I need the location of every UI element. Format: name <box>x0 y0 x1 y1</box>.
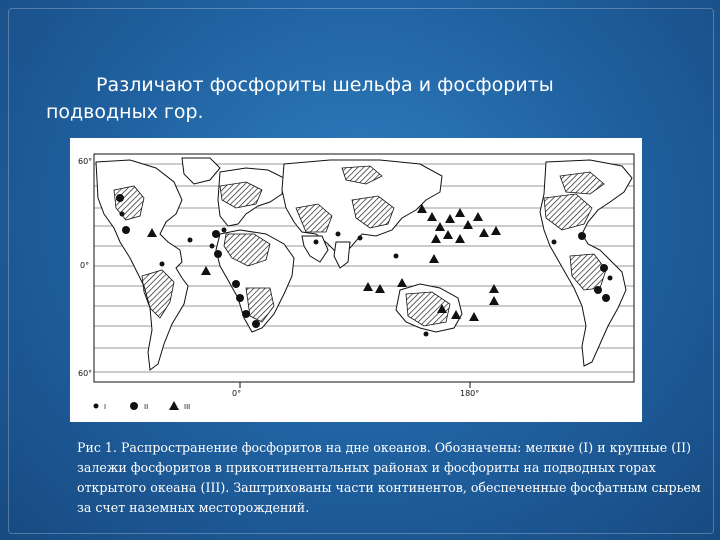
lat-label-south: 60° <box>78 369 93 378</box>
lat-label-equator: 0° <box>80 261 90 270</box>
lon-label-zero: 0° <box>232 389 242 398</box>
map-legend <box>94 401 191 411</box>
slide-heading: Различают фосфориты шельфа и фосфориты подводных гор. <box>46 74 554 123</box>
legend-large-dot <box>130 402 138 410</box>
lon-label-180: 180° <box>460 389 480 398</box>
legend-triangle <box>169 401 179 410</box>
legend-label-3: III <box>184 403 191 411</box>
phosphorite-map <box>70 138 642 422</box>
world-map-svg <box>70 138 642 422</box>
legend-small-dot <box>94 404 99 409</box>
figure-caption: Рис 1. Распространение фосфоритов на дне океанов. Обозначены: мелкие (I) и крупные (II) залежи фосфоритов в приконтинентальных районах и фосфориты на подводных горах открытого океана (III). Заштрихованы части континентов, обеспеченные фосфатным сырьем за счет наземных месторождений. <box>77 440 701 515</box>
legend-label-2: II <box>144 403 149 411</box>
legend-label-1: I <box>104 403 107 411</box>
lat-label-north: 60° <box>78 157 93 166</box>
